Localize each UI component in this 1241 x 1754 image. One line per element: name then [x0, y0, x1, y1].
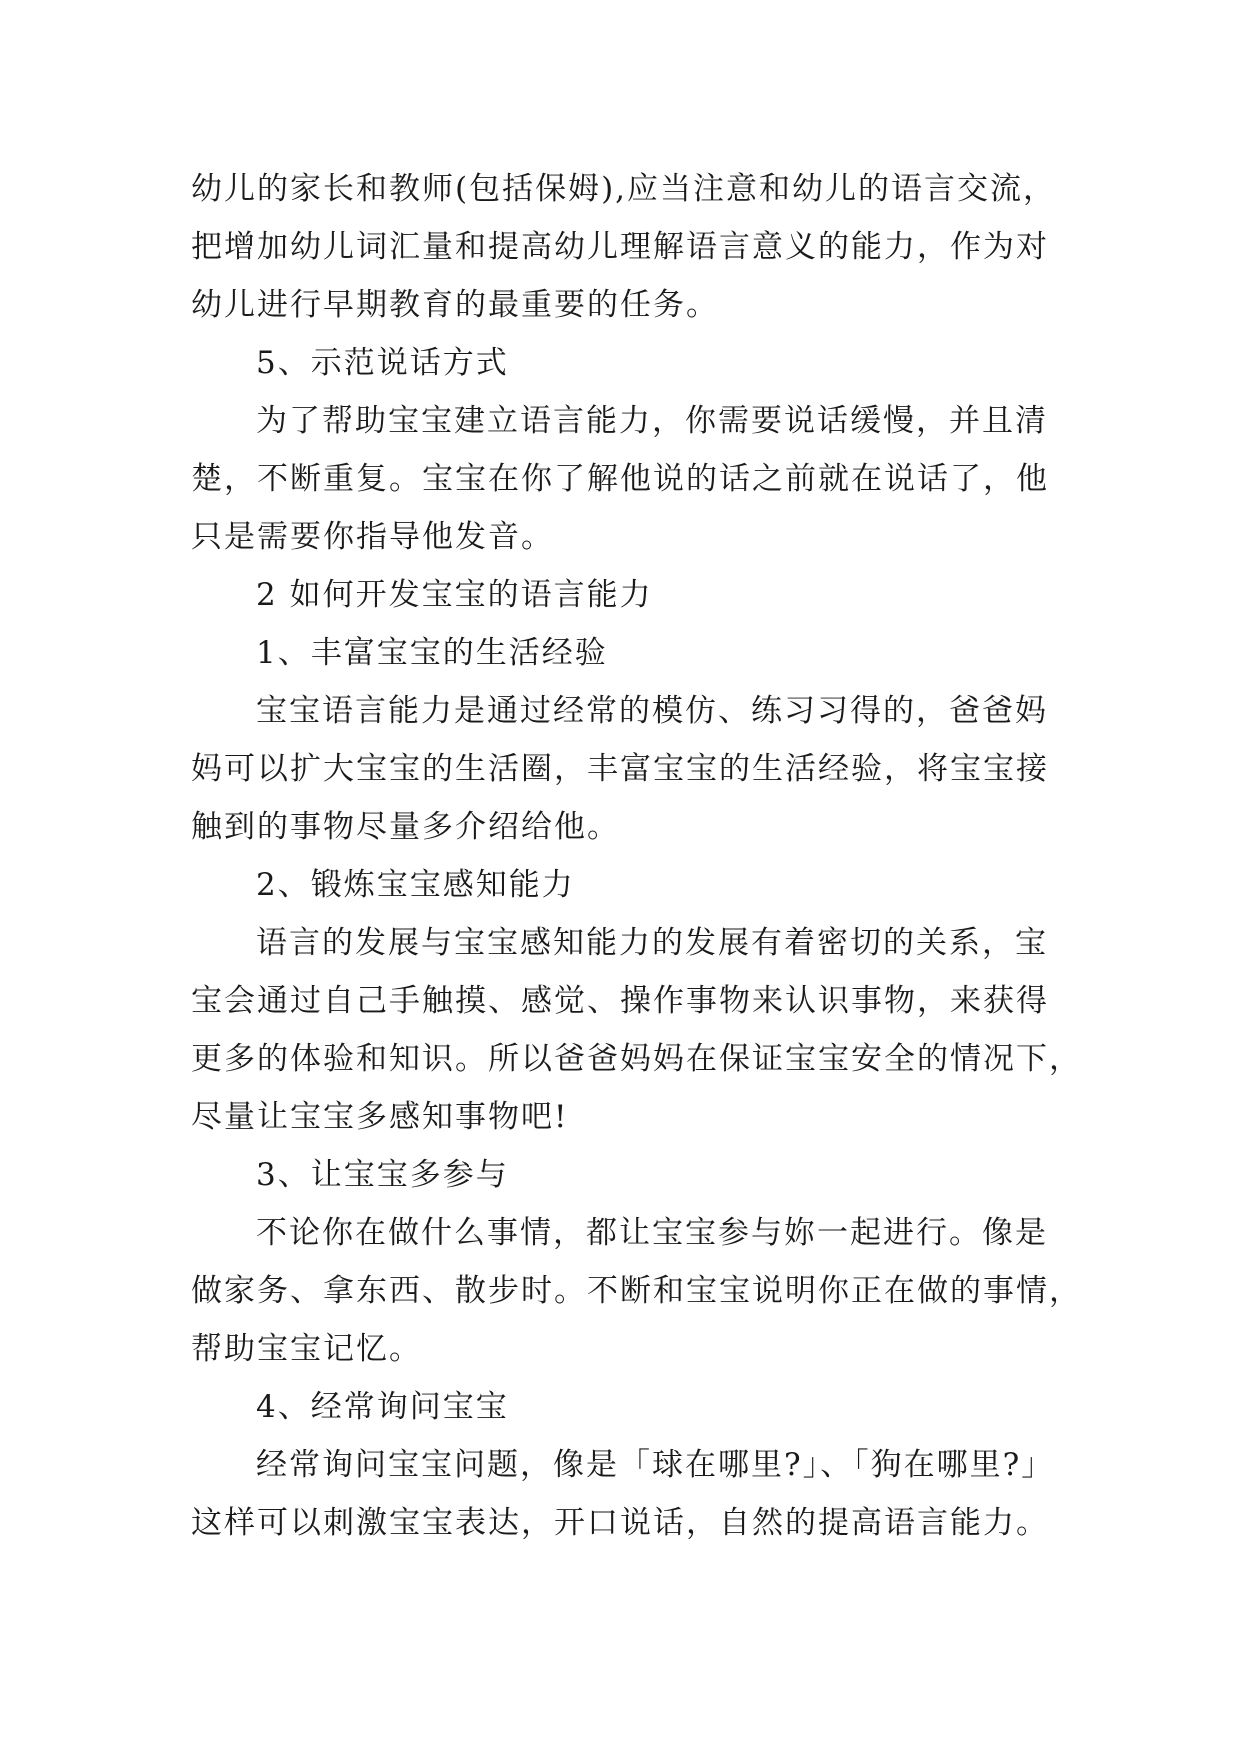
section-heading: 4、经常询问宝宝 — [256, 1389, 509, 1425]
text-line: 做家务、拿东西、散步时。不断和宝宝说明你正在做的事情， — [191, 1273, 1082, 1309]
text-line: 语言的发展与宝宝感知能力的发展有着密切的关系，宝 — [256, 925, 1048, 961]
section-heading: 2、锻炼宝宝感知能力 — [256, 867, 575, 903]
text-line: 尽量让宝宝多感知事物吧! — [191, 1099, 569, 1135]
text-line: 只是需要你指导他发音。 — [191, 519, 554, 555]
section-heading: 5、示范说话方式 — [256, 345, 509, 381]
text-line: 把增加幼儿词汇量和提高幼儿理解语言意义的能力，作为对 — [191, 229, 1049, 265]
text-line: 幼儿的家长和教师(包括保姆),应当注意和幼儿的语言交流， — [191, 171, 1057, 207]
text-line: 触到的事物尽量多介绍给他。 — [191, 809, 620, 845]
section-heading: 3、让宝宝多参与 — [256, 1157, 509, 1193]
text-line: 宝宝语言能力是通过经常的模仿、练习习得的，爸爸妈 — [256, 693, 1048, 729]
text-line: 这样可以刺激宝宝表达，开口说话，自然的提高语言能力。 — [191, 1505, 1049, 1541]
text-line: 经常询问宝宝问题，像是「球在哪里?」、「狗在哪里?」 — [256, 1447, 1055, 1483]
text-line: 楚，不断重复。宝宝在你了解他说的话之前就在说话了，他 — [191, 461, 1049, 497]
text-line: 更多的体验和知识。所以爸爸妈妈在保证宝宝安全的情况下， — [191, 1041, 1082, 1077]
section-heading: 2 如何开发宝宝的语言能力 — [256, 577, 653, 613]
text-line: 帮助宝宝记忆。 — [191, 1331, 422, 1367]
section-heading: 1、丰富宝宝的生活经验 — [256, 635, 608, 671]
text-line: 为了帮助宝宝建立语言能力，你需要说话缓慢，并且清 — [256, 403, 1048, 439]
text-line: 宝会通过自己手触摸、感觉、操作事物来认识事物，来获得 — [191, 983, 1049, 1019]
text-line: 幼儿进行早期教育的最重要的任务。 — [191, 287, 719, 323]
document-body — [191, 160, 1082, 1552]
text-line: 不论你在做什么事情，都让宝宝参与妳一起进行。像是 — [256, 1215, 1048, 1251]
text-line: 妈可以扩大宝宝的生活圈，丰富宝宝的生活经验，将宝宝接 — [191, 751, 1049, 787]
